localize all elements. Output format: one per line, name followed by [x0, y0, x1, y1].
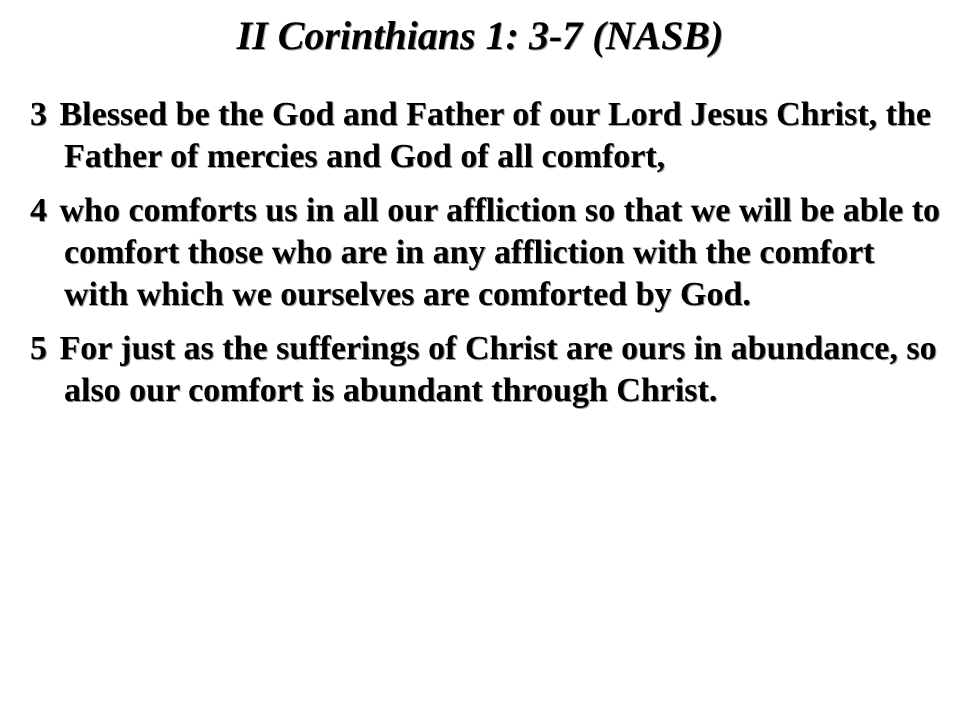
verse-4 [30, 190, 945, 316]
verse-number: 5 [30, 330, 47, 367]
verse-text: For just as the sufferings of Christ are ours in abundance, so also our comfort is abundant through Christ. [59, 330, 937, 409]
verse-text: who comforts us in all our affliction so that we will be able to comfort those who are in any affliction with the comfort with which we ourselves are comforted by God. [59, 192, 941, 313]
verse-text: Blessed be the God and Father of our Lord Jesus Christ, the Father of mercies and God of all comfort, [59, 96, 931, 175]
verse-3 [30, 94, 945, 178]
verse-number: 3 [30, 96, 47, 133]
verse-list [30, 94, 945, 424]
verse-5 [30, 328, 945, 412]
slide-title: II Corinthians 1: 3-7 (NASB) [236, 13, 724, 58]
verse-number: 4 [30, 192, 47, 229]
